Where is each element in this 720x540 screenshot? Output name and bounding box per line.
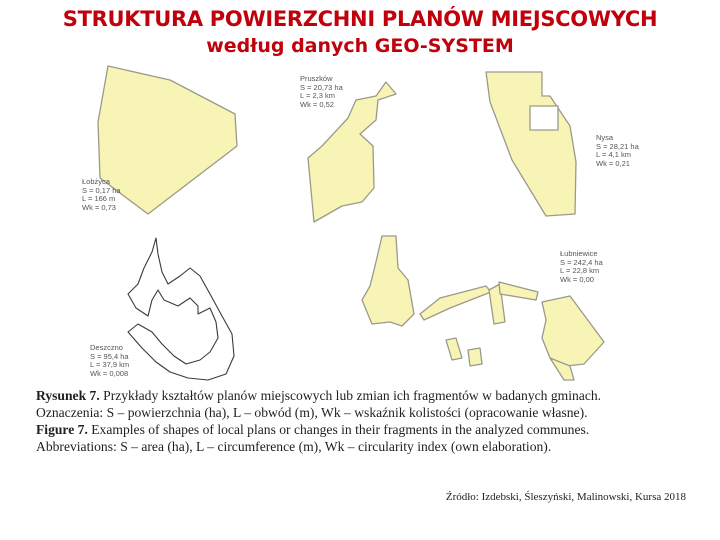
caption-en-line-1: Figure 7. Examples of shapes of local plans or changes in their fragments in the analyzed communes. — [36, 422, 590, 437]
shapes-figure — [30, 62, 690, 384]
stat-nysa: Nysa S = 28,21 ha L = 4,1 km Wk = 0,21 — [596, 133, 639, 168]
figure-caption — [36, 387, 696, 455]
stat-lubniewice: Łubniewice S = 242,4 ha L = 22,8 km Wk = 0,00 — [560, 249, 603, 284]
stat-deszczno: Deszczno S = 95,4 ha L = 37,9 km Wk = 0,008 — [90, 343, 130, 378]
shape-lubniewice-stub-1 — [446, 338, 462, 360]
stat-lobzyca: Łobżyca S = 0,17 ha L = 166 m Wk = 0,73 — [82, 177, 121, 212]
shape-lubniewice — [362, 236, 414, 326]
source-note: Źródło: Izdebski, Śleszyński, Malinowski, Kursa 2018 — [445, 491, 686, 503]
shape-deszczno — [128, 238, 234, 380]
shape-nysa — [486, 72, 576, 216]
caption-en-line-2: Abbreviations: S – area (ha), L – circumference (m), Wk – circularity index (own elaboration). — [36, 439, 552, 454]
shape-lubniewice-stub-2 — [468, 348, 482, 366]
shape-lubniewice-corridor — [420, 286, 491, 320]
shape-lubniewice-branch-2 — [499, 282, 538, 300]
shapes-drawing — [30, 62, 690, 384]
page-title — [0, 4, 720, 61]
caption-pl-line-2: Oznaczenia: S – powierzchnia (ha), L – obwód (m), Wk – wskaźnik kolistości (opracowanie własne). — [36, 405, 588, 420]
caption-pl-line-1: Rysunek 7. Przykłady kształtów planów miejscowych lub zmian ich fragmentów w badanych gminach. — [36, 388, 602, 403]
shape-lubniewice-east — [542, 296, 604, 366]
stat-pruszkow: Pruszków S = 20,73 ha L = 2,3 km Wk = 0,52 — [300, 74, 343, 109]
shape-nysa-hole — [530, 106, 558, 130]
title-line-2: według danych GEO-SYSTEM — [206, 35, 514, 57]
title-line-1: STRUKTURA POWIERZCHNI PLANÓW MIEJSCOWYCH — [62, 7, 658, 31]
